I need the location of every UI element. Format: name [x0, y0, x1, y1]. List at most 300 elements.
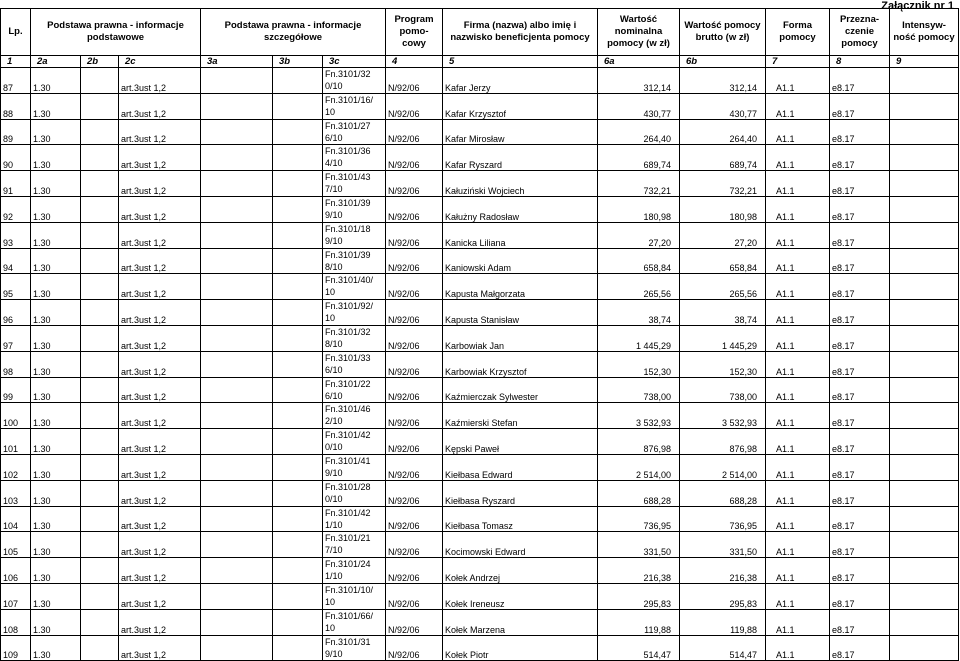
row-intensity: [890, 480, 959, 506]
header-intensity: Intensyw-ność pomocy: [890, 9, 959, 56]
row-intensity: [890, 119, 959, 145]
row-legal-ref: Fn.3101/16/ 10: [323, 93, 386, 119]
row-legal-ref: Fn.3101/31 9/10: [323, 635, 386, 661]
row-art-number: 1.30: [31, 454, 81, 480]
table-row: [1, 93, 959, 119]
row-art-clause: art.3ust 1,2: [119, 171, 201, 197]
row-nominal-value: 689,74: [598, 145, 680, 171]
row-art-clause: art.3ust 1,2: [119, 351, 201, 377]
row-purpose: e8.17: [830, 68, 890, 94]
row-purpose: e8.17: [830, 300, 890, 326]
row-art-clause: art.3ust 1,2: [119, 558, 201, 584]
table-row: [1, 196, 959, 222]
row-beneficiary: Kafar Ryszard: [443, 145, 598, 171]
row-program: N/92/06: [386, 68, 443, 94]
row-beneficiary: Kapusta Małgorzata: [443, 274, 598, 300]
row-nominal-value: 736,95: [598, 506, 680, 532]
row-empty-2b: [81, 248, 119, 274]
row-gross-value: 331,50: [680, 532, 766, 558]
row-empty-2b: [81, 171, 119, 197]
row-empty-2b: [81, 145, 119, 171]
row-art-clause: art.3ust 1,2: [119, 300, 201, 326]
row-empty-3b: [273, 583, 323, 609]
row-purpose: e8.17: [830, 119, 890, 145]
colnum: 3c: [323, 56, 386, 68]
row-purpose: e8.17: [830, 403, 890, 429]
header-aid-form: Forma pomocy: [766, 9, 830, 56]
column-number-row: [1, 56, 959, 68]
row-program: N/92/06: [386, 506, 443, 532]
row-empty-3a: [201, 93, 273, 119]
aid-table: [0, 8, 959, 661]
row-empty-3a: [201, 532, 273, 558]
row-gross-value: 2 514,00: [680, 454, 766, 480]
row-art-number: 1.30: [31, 119, 81, 145]
row-gross-value: 3 532,93: [680, 403, 766, 429]
row-empty-2b: [81, 222, 119, 248]
row-nominal-value: 3 532,93: [598, 403, 680, 429]
row-beneficiary: Karbowiak Krzysztof: [443, 351, 598, 377]
header-program: Program pomo-cowy: [386, 9, 443, 56]
row-art-number: 1.30: [31, 635, 81, 661]
row-empty-3a: [201, 506, 273, 532]
row-lp: 103: [1, 480, 31, 506]
row-program: N/92/06: [386, 171, 443, 197]
colnum: 2c: [119, 56, 201, 68]
row-beneficiary: Kołek Piotr: [443, 635, 598, 661]
row-beneficiary: Kiełbasa Tomasz: [443, 506, 598, 532]
row-art-number: 1.30: [31, 325, 81, 351]
row-program: N/92/06: [386, 351, 443, 377]
row-art-clause: art.3ust 1,2: [119, 635, 201, 661]
row-purpose: e8.17: [830, 196, 890, 222]
colnum: 8: [830, 56, 890, 68]
row-nominal-value: 312,14: [598, 68, 680, 94]
row-lp: 92: [1, 196, 31, 222]
row-program: N/92/06: [386, 635, 443, 661]
row-empty-3b: [273, 609, 323, 635]
row-purpose: e8.17: [830, 377, 890, 403]
row-lp: 104: [1, 506, 31, 532]
row-beneficiary: Kocimowski Edward: [443, 532, 598, 558]
row-empty-2b: [81, 377, 119, 403]
row-empty-3a: [201, 403, 273, 429]
row-aid-form: A1.1: [766, 558, 830, 584]
row-empty-2b: [81, 403, 119, 429]
row-nominal-value: 265,56: [598, 274, 680, 300]
row-gross-value: 736,95: [680, 506, 766, 532]
table-row: [1, 558, 959, 584]
row-program: N/92/06: [386, 300, 443, 326]
row-art-number: 1.30: [31, 377, 81, 403]
row-empty-3b: [273, 403, 323, 429]
row-empty-3b: [273, 351, 323, 377]
row-empty-3a: [201, 351, 273, 377]
row-art-number: 1.30: [31, 145, 81, 171]
row-empty-3b: [273, 480, 323, 506]
row-gross-value: 514,47: [680, 635, 766, 661]
row-legal-ref: Fn.3101/21 7/10: [323, 532, 386, 558]
row-purpose: e8.17: [830, 583, 890, 609]
row-gross-value: 264,40: [680, 119, 766, 145]
table-row: [1, 68, 959, 94]
row-intensity: [890, 609, 959, 635]
table-row: [1, 532, 959, 558]
row-legal-ref: Fn.3101/42 0/10: [323, 429, 386, 455]
row-intensity: [890, 325, 959, 351]
row-program: N/92/06: [386, 558, 443, 584]
row-beneficiary: Karbowiak Jan: [443, 325, 598, 351]
row-empty-3b: [273, 196, 323, 222]
table-row: [1, 119, 959, 145]
row-gross-value: 876,98: [680, 429, 766, 455]
row-art-clause: art.3ust 1,2: [119, 506, 201, 532]
row-aid-form: A1.1: [766, 635, 830, 661]
row-program: N/92/06: [386, 119, 443, 145]
row-art-clause: art.3ust 1,2: [119, 145, 201, 171]
row-art-clause: art.3ust 1,2: [119, 93, 201, 119]
colnum: 6b: [680, 56, 766, 68]
row-lp: 96: [1, 300, 31, 326]
table-row: [1, 429, 959, 455]
row-program: N/92/06: [386, 377, 443, 403]
row-lp: 97: [1, 325, 31, 351]
row-art-number: 1.30: [31, 300, 81, 326]
row-gross-value: 152,30: [680, 351, 766, 377]
row-gross-value: 658,84: [680, 248, 766, 274]
row-beneficiary: Kapusta Stanisław: [443, 300, 598, 326]
row-purpose: e8.17: [830, 325, 890, 351]
row-purpose: e8.17: [830, 429, 890, 455]
row-empty-2b: [81, 429, 119, 455]
row-empty-2b: [81, 558, 119, 584]
row-legal-ref: Fn.3101/42 1/10: [323, 506, 386, 532]
row-intensity: [890, 583, 959, 609]
row-intensity: [890, 300, 959, 326]
row-program: N/92/06: [386, 196, 443, 222]
row-empty-3b: [273, 454, 323, 480]
table-row: [1, 583, 959, 609]
row-nominal-value: 738,00: [598, 377, 680, 403]
row-nominal-value: 216,38: [598, 558, 680, 584]
row-art-number: 1.30: [31, 403, 81, 429]
row-purpose: e8.17: [830, 635, 890, 661]
row-art-number: 1.30: [31, 429, 81, 455]
table-row: [1, 480, 959, 506]
row-empty-3b: [273, 635, 323, 661]
row-program: N/92/06: [386, 145, 443, 171]
row-gross-value: 180,98: [680, 196, 766, 222]
row-nominal-value: 2 514,00: [598, 454, 680, 480]
header-nominal-value: Wartość nominalna pomocy (w zł): [598, 9, 680, 56]
row-program: N/92/06: [386, 454, 443, 480]
row-empty-3b: [273, 506, 323, 532]
row-gross-value: 1 445,29: [680, 325, 766, 351]
row-lp: 95: [1, 274, 31, 300]
row-aid-form: A1.1: [766, 68, 830, 94]
row-purpose: e8.17: [830, 532, 890, 558]
row-art-number: 1.30: [31, 609, 81, 635]
row-empty-2b: [81, 325, 119, 351]
row-legal-ref: Fn.3101/32 8/10: [323, 325, 386, 351]
row-art-clause: art.3ust 1,2: [119, 119, 201, 145]
row-art-clause: art.3ust 1,2: [119, 274, 201, 300]
row-gross-value: 216,38: [680, 558, 766, 584]
row-program: N/92/06: [386, 583, 443, 609]
row-beneficiary: Kołek Andrzej: [443, 558, 598, 584]
row-legal-ref: Fn.3101/27 6/10: [323, 119, 386, 145]
row-program: N/92/06: [386, 480, 443, 506]
row-art-clause: art.3ust 1,2: [119, 583, 201, 609]
row-beneficiary: Kałuziński Wojciech: [443, 171, 598, 197]
table-row: [1, 325, 959, 351]
row-empty-3a: [201, 300, 273, 326]
row-purpose: e8.17: [830, 506, 890, 532]
row-nominal-value: 152,30: [598, 351, 680, 377]
row-lp: 105: [1, 532, 31, 558]
row-purpose: e8.17: [830, 454, 890, 480]
table-row: [1, 609, 959, 635]
row-gross-value: 689,74: [680, 145, 766, 171]
row-empty-3b: [273, 68, 323, 94]
row-gross-value: 265,56: [680, 274, 766, 300]
row-nominal-value: 295,83: [598, 583, 680, 609]
colnum: 3a: [201, 56, 273, 68]
row-art-clause: art.3ust 1,2: [119, 325, 201, 351]
colnum: 4: [386, 56, 443, 68]
row-empty-2b: [81, 480, 119, 506]
row-gross-value: 38,74: [680, 300, 766, 326]
row-lp: 108: [1, 609, 31, 635]
row-beneficiary: Kołek Marzena: [443, 609, 598, 635]
row-purpose: e8.17: [830, 248, 890, 274]
row-gross-value: 119,88: [680, 609, 766, 635]
row-art-clause: art.3ust 1,2: [119, 68, 201, 94]
row-nominal-value: 331,50: [598, 532, 680, 558]
row-legal-ref: Fn.3101/92/ 10: [323, 300, 386, 326]
row-intensity: [890, 274, 959, 300]
row-empty-3b: [273, 274, 323, 300]
row-art-clause: art.3ust 1,2: [119, 196, 201, 222]
row-nominal-value: 1 445,29: [598, 325, 680, 351]
row-intensity: [890, 351, 959, 377]
row-aid-form: A1.1: [766, 583, 830, 609]
header-legal-detailed: Podstawa prawna - informacje szczegółowe: [201, 9, 386, 56]
row-legal-ref: Fn.3101/10/ 10: [323, 583, 386, 609]
row-empty-3a: [201, 68, 273, 94]
row-legal-ref: Fn.3101/41 9/10: [323, 454, 386, 480]
row-lp: 98: [1, 351, 31, 377]
row-empty-2b: [81, 68, 119, 94]
row-legal-ref: Fn.3101/46 2/10: [323, 403, 386, 429]
row-art-clause: art.3ust 1,2: [119, 454, 201, 480]
row-nominal-value: 430,77: [598, 93, 680, 119]
row-art-clause: art.3ust 1,2: [119, 480, 201, 506]
row-empty-2b: [81, 119, 119, 145]
row-intensity: [890, 558, 959, 584]
header-purpose: Przezna-czenie pomocy: [830, 9, 890, 56]
row-gross-value: 430,77: [680, 93, 766, 119]
row-art-number: 1.30: [31, 93, 81, 119]
colnum: 2b: [81, 56, 119, 68]
row-purpose: e8.17: [830, 609, 890, 635]
row-nominal-value: 27,20: [598, 222, 680, 248]
row-empty-3b: [273, 171, 323, 197]
row-art-clause: art.3ust 1,2: [119, 429, 201, 455]
row-art-clause: art.3ust 1,2: [119, 222, 201, 248]
row-lp: 107: [1, 583, 31, 609]
row-aid-form: A1.1: [766, 93, 830, 119]
row-art-clause: art.3ust 1,2: [119, 377, 201, 403]
row-aid-form: A1.1: [766, 248, 830, 274]
row-nominal-value: 38,74: [598, 300, 680, 326]
row-intensity: [890, 532, 959, 558]
row-nominal-value: 514,47: [598, 635, 680, 661]
row-intensity: [890, 171, 959, 197]
table-body: [1, 68, 959, 661]
row-art-number: 1.30: [31, 248, 81, 274]
row-nominal-value: 119,88: [598, 609, 680, 635]
row-art-number: 1.30: [31, 583, 81, 609]
row-empty-3a: [201, 609, 273, 635]
row-aid-form: A1.1: [766, 145, 830, 171]
row-legal-ref: Fn.3101/43 7/10: [323, 171, 386, 197]
colnum: 7: [766, 56, 830, 68]
row-aid-form: A1.1: [766, 196, 830, 222]
row-aid-form: A1.1: [766, 119, 830, 145]
table-row: [1, 635, 959, 661]
row-aid-form: A1.1: [766, 171, 830, 197]
row-program: N/92/06: [386, 429, 443, 455]
header-row: [1, 9, 959, 56]
table-row: [1, 300, 959, 326]
header-beneficiary: Firma (nazwa) albo imię i nazwisko beneficjenta pomocy: [443, 9, 598, 56]
row-legal-ref: Fn.3101/39 9/10: [323, 196, 386, 222]
table-row: [1, 171, 959, 197]
row-empty-2b: [81, 635, 119, 661]
row-empty-3b: [273, 248, 323, 274]
row-aid-form: A1.1: [766, 506, 830, 532]
row-empty-3b: [273, 300, 323, 326]
row-aid-form: A1.1: [766, 300, 830, 326]
table-row: [1, 248, 959, 274]
row-aid-form: A1.1: [766, 377, 830, 403]
row-gross-value: 27,20: [680, 222, 766, 248]
row-empty-2b: [81, 300, 119, 326]
row-purpose: e8.17: [830, 93, 890, 119]
colnum: 1: [1, 56, 31, 68]
row-purpose: e8.17: [830, 171, 890, 197]
row-lp: 94: [1, 248, 31, 274]
row-empty-3b: [273, 532, 323, 558]
row-legal-ref: Fn.3101/39 8/10: [323, 248, 386, 274]
row-intensity: [890, 248, 959, 274]
row-beneficiary: Kałużny Radosław: [443, 196, 598, 222]
row-aid-form: A1.1: [766, 351, 830, 377]
row-intensity: [890, 377, 959, 403]
row-empty-3a: [201, 248, 273, 274]
row-art-number: 1.30: [31, 171, 81, 197]
row-aid-form: A1.1: [766, 274, 830, 300]
row-lp: 87: [1, 68, 31, 94]
row-empty-3a: [201, 558, 273, 584]
row-lp: 101: [1, 429, 31, 455]
row-lp: 93: [1, 222, 31, 248]
row-purpose: e8.17: [830, 274, 890, 300]
row-empty-3b: [273, 377, 323, 403]
row-nominal-value: 264,40: [598, 119, 680, 145]
row-program: N/92/06: [386, 325, 443, 351]
colnum: 5: [443, 56, 598, 68]
row-nominal-value: 180,98: [598, 196, 680, 222]
row-art-number: 1.30: [31, 558, 81, 584]
row-purpose: e8.17: [830, 351, 890, 377]
row-intensity: [890, 454, 959, 480]
row-intensity: [890, 506, 959, 532]
row-legal-ref: Fn.3101/36 4/10: [323, 145, 386, 171]
row-intensity: [890, 68, 959, 94]
colnum: 9: [890, 56, 959, 68]
row-aid-form: A1.1: [766, 532, 830, 558]
row-empty-2b: [81, 351, 119, 377]
row-nominal-value: 732,21: [598, 171, 680, 197]
row-empty-3a: [201, 145, 273, 171]
row-intensity: [890, 145, 959, 171]
row-lp: 89: [1, 119, 31, 145]
row-aid-form: A1.1: [766, 429, 830, 455]
row-beneficiary: Kanicka Liliana: [443, 222, 598, 248]
row-beneficiary: Kiełbasa Ryszard: [443, 480, 598, 506]
row-legal-ref: Fn.3101/66/ 10: [323, 609, 386, 635]
row-beneficiary: Kępski Paweł: [443, 429, 598, 455]
row-program: N/92/06: [386, 222, 443, 248]
row-empty-3a: [201, 325, 273, 351]
row-empty-3a: [201, 429, 273, 455]
row-art-clause: art.3ust 1,2: [119, 403, 201, 429]
row-empty-2b: [81, 583, 119, 609]
row-empty-3a: [201, 454, 273, 480]
row-empty-3a: [201, 222, 273, 248]
row-empty-2b: [81, 532, 119, 558]
table-row: [1, 274, 959, 300]
row-aid-form: A1.1: [766, 609, 830, 635]
row-empty-3b: [273, 429, 323, 455]
row-beneficiary: Kaniowski Adam: [443, 248, 598, 274]
row-lp: 100: [1, 403, 31, 429]
row-empty-2b: [81, 196, 119, 222]
row-empty-2b: [81, 274, 119, 300]
table-row: [1, 454, 959, 480]
row-empty-3b: [273, 325, 323, 351]
row-empty-2b: [81, 609, 119, 635]
row-nominal-value: 876,98: [598, 429, 680, 455]
row-empty-3a: [201, 583, 273, 609]
row-empty-2b: [81, 454, 119, 480]
row-empty-3a: [201, 480, 273, 506]
row-empty-3a: [201, 274, 273, 300]
row-empty-3b: [273, 145, 323, 171]
row-art-number: 1.30: [31, 274, 81, 300]
colnum: 3b: [273, 56, 323, 68]
row-beneficiary: Kołek Ireneusz: [443, 583, 598, 609]
row-art-number: 1.30: [31, 506, 81, 532]
row-lp: 88: [1, 93, 31, 119]
row-art-number: 1.30: [31, 351, 81, 377]
row-nominal-value: 658,84: [598, 248, 680, 274]
row-legal-ref: Fn.3101/18 9/10: [323, 222, 386, 248]
row-program: N/92/06: [386, 248, 443, 274]
row-beneficiary: Kaźmierski Stefan: [443, 403, 598, 429]
